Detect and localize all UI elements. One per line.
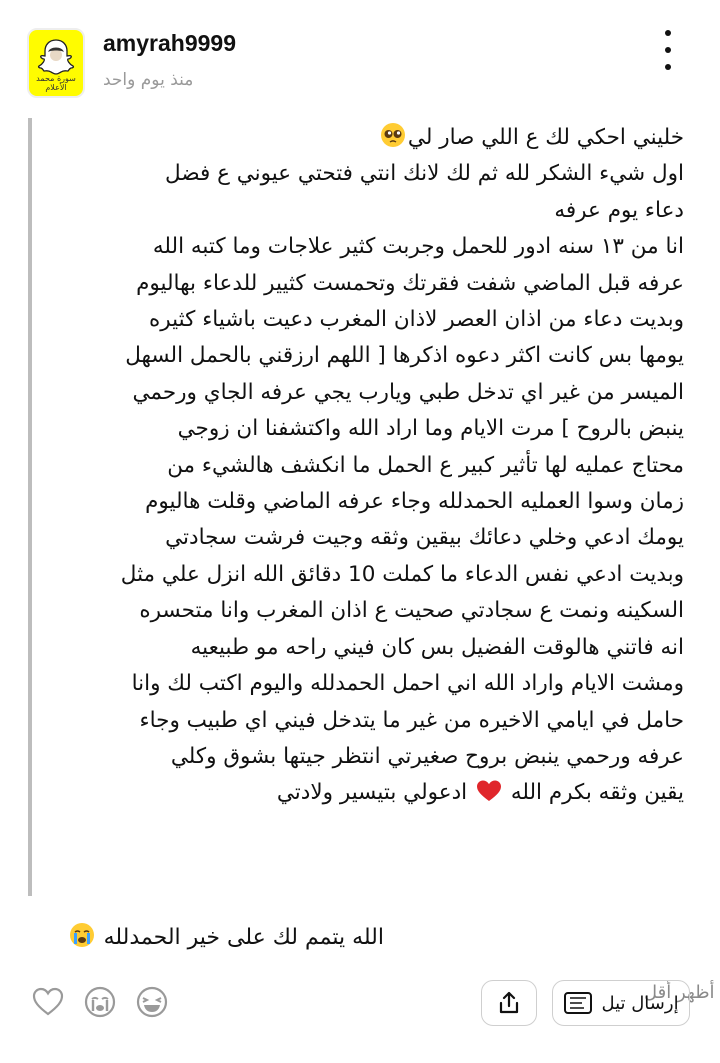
show-less-button[interactable]: أظهر أقل [644, 982, 715, 1003]
share-button[interactable] [481, 980, 537, 1026]
story-line: اول شيء الشكر لله ثم لك لانك انتي فتحتي عيوني ع فضل [165, 161, 684, 187]
crying-face-icon[interactable] [83, 985, 117, 1019]
dot-icon [665, 47, 671, 53]
reply-message [67, 922, 384, 950]
red-heart-icon [476, 779, 502, 803]
send-tell-button[interactable] [552, 980, 690, 1026]
story-line: السكينه ونمت ع سجادتي صحيت ع اذان المغرب وانا متحسره [139, 598, 684, 624]
reply-text: الله يتمم لك على خير الحمدلله [103, 925, 384, 950]
story-line: انا من ١٣ سنه ادور للحمل وجربت كثير علاجات وما كتبه الله [152, 234, 684, 260]
avatar-caption: سورة محمد الأعلام [36, 74, 76, 92]
story-line: زمان وسوا العمليه الحمدلله وجاء عرفه الماضي وقلت هاليوم [145, 489, 684, 515]
snapchat-ghost-icon [35, 36, 77, 78]
heart-icon[interactable] [31, 985, 65, 1019]
dot-icon [665, 64, 671, 70]
story-line: يقين وثقه بكرم الله ادعولي بتيسير ولادتي [276, 780, 684, 806]
laughing-face-icon[interactable] [135, 985, 169, 1019]
story-line: وبديت ادعي نفس الدعاء ما كملت 10 دقائق الله انزل علي مثل [120, 561, 684, 587]
more-options-button[interactable] [658, 30, 678, 70]
story-line: دعاء يوم عرفه [554, 197, 684, 223]
story-line: خليني احكي لك ع اللي صار لي [48, 120, 684, 156]
send-tell-icon [563, 991, 593, 1015]
pleading-face-icon [380, 122, 406, 148]
story-line: ومشت الايام واراد الله اني احمل الحمدلله واليوم اكتب لك وانا [131, 671, 684, 697]
dot-icon [665, 30, 671, 36]
story-line: الميسر من غير اي تدخل طبي ويارب يجي عرفه الجاي ورحمي [132, 379, 684, 405]
share-icon [498, 991, 520, 1015]
story-line: عرفه قبل الماضي شفت فقرتك وتحمست كثيير للدعاء بهاليوم [136, 270, 684, 296]
story-line: عرفه ورحمي ينبض بروح صغيرتي انتظر جيتها بشوق وكلي [170, 743, 684, 769]
action-bar [0, 970, 720, 1040]
post-timestamp: منذ يوم واحد [103, 70, 194, 90]
story-line: انه فاتني هالوقت الفضيل بس كان فيني راحه مو طبيعيه [190, 634, 684, 660]
avatar[interactable] [27, 28, 85, 98]
send-tell-label: إرسال تيل [601, 992, 679, 1014]
loudly-crying-face-icon [69, 922, 95, 948]
story-text [48, 118, 684, 812]
story-line: حامل في ايامي الاخيره من غير ما يتدخل فيني اي طبيب وجاء [139, 707, 684, 733]
story-line: يومها بس كانت اكثر دعوه اذكرها [ اللهم ارزقني بالحمل السهل [125, 343, 684, 369]
story-line: وبديت دعاء من اذان العصر لاذان المغرب دعيت باشياء كثيره [149, 307, 684, 333]
story-line: ينبض بالروح ] مرت الايام وما اراد الله واكتشفنا ان زوجي [177, 416, 684, 442]
post-header [0, 0, 720, 110]
story-line: يومك ادعي وخلي دعائك بيقين وثقه وجيت فرشت سجادتي [165, 525, 684, 551]
story-line: محتاج عمليه لها تأثير كبير ع الحمل ما انكشف هالشيء من [167, 452, 684, 478]
username[interactable]: amyrah9999 [103, 30, 236, 56]
